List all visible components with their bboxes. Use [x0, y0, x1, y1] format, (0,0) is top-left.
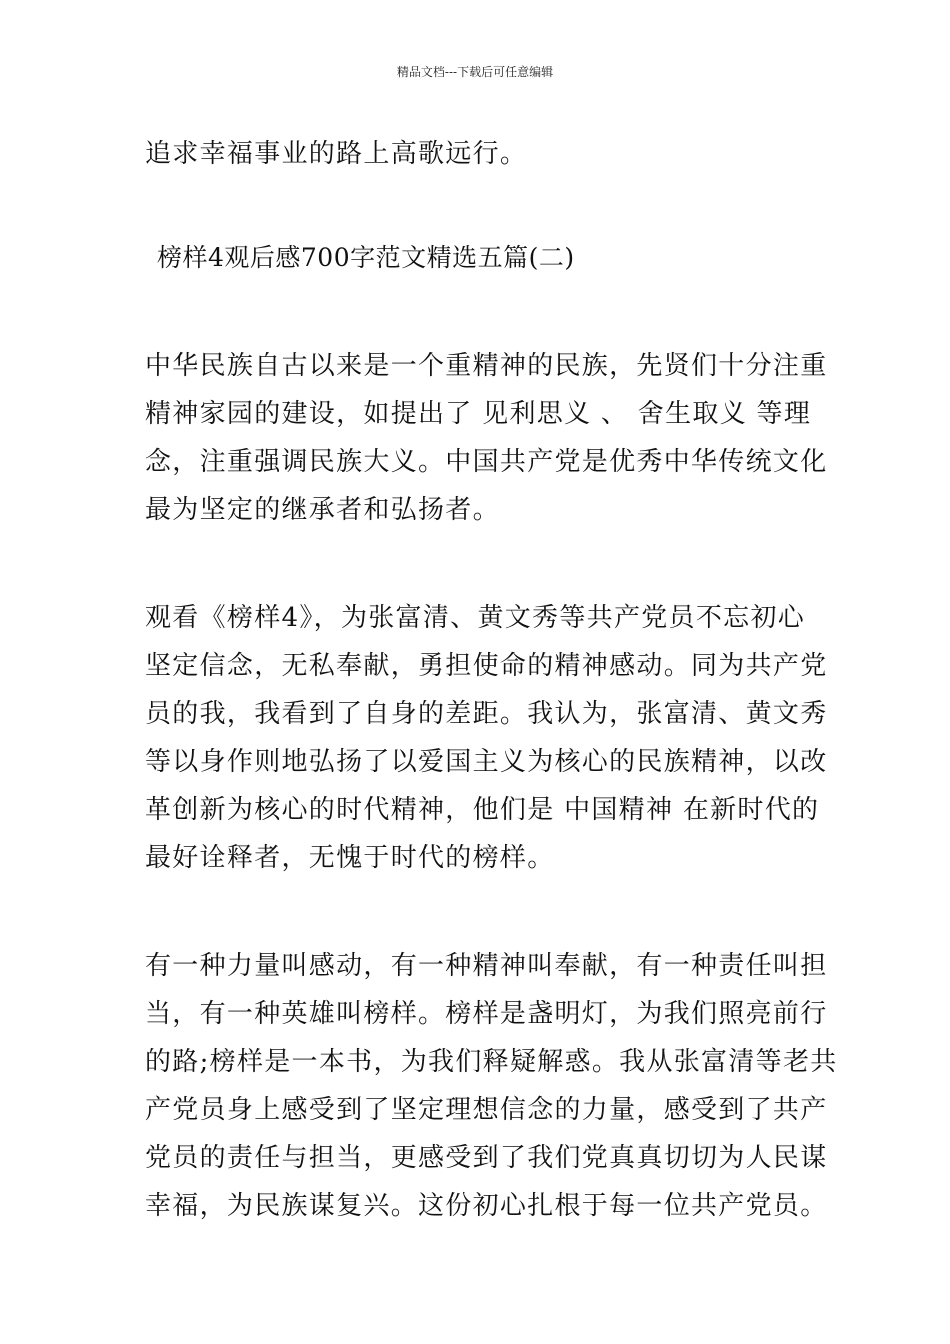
paragraph-1: [145, 342, 828, 534]
document-body: [145, 130, 838, 1230]
page-header: 精品文档---下载后可任意编辑: [396, 65, 554, 79]
paragraph-continuation: [145, 130, 807, 178]
text-line: 产党员身上感受到了坚定理想信念的力量，感受到了共产: [145, 1095, 828, 1125]
text-line: 有一种力量叫感动，有一种精神叫奉献，有一种责任叫担: [145, 951, 828, 981]
paragraph-3: [145, 942, 838, 1230]
text-line: 员的我，我看到了自身的差距。我认为，张富清、黄文秀: [145, 699, 828, 729]
text-line: 当，有一种英雄叫榜样。榜样是盏明灯，为我们照亮前行: [145, 999, 828, 1029]
text-line: 观看《榜样4》，为张富清、黄文秀等共产党员不忘初心: [145, 603, 806, 633]
text-line: 等以身作则地弘扬了以爱国主义为核心的民族精神，以改: [145, 747, 828, 777]
text-line: 最好诠释者，无愧于时代的榜样。: [145, 843, 555, 873]
text-line: 中华民族自古以来是一个重精神的民族，先贤们十分注重: [145, 351, 828, 381]
text-line: 追求幸福事业的路上高歌远行。: [145, 139, 528, 169]
text-line: 党员的责任与担当，更感受到了我们党真真切切为人民谋: [145, 1143, 828, 1173]
text-line: 坚定信念，无私奉献，勇担使命的精神感动。同为共产党: [145, 651, 828, 681]
text-line: 幸福，为民族谋复兴。这份初心扎根于每一位共产党员。: [145, 1191, 828, 1221]
text-line: 最为坚定的继承者和弘扬者。: [145, 495, 500, 525]
text-line: 精神家园的建设，如提出了 见利思义 、 舍生取义 等理: [145, 399, 812, 429]
text-line: 的路;榜样是一本书，为我们释疑解惑。我从张富清等老共: [145, 1047, 838, 1077]
text-line: 革创新为核心的时代精神，他们是 中国精神 在新时代的: [145, 795, 820, 825]
heading-text: 榜样4观后感700字范文精选五篇(二): [157, 243, 575, 272]
paragraph-2: [145, 594, 828, 882]
section-heading: [145, 234, 807, 282]
text-line: 念，注重强调民族大义。中国共产党是优秀中华传统文化: [145, 447, 828, 477]
